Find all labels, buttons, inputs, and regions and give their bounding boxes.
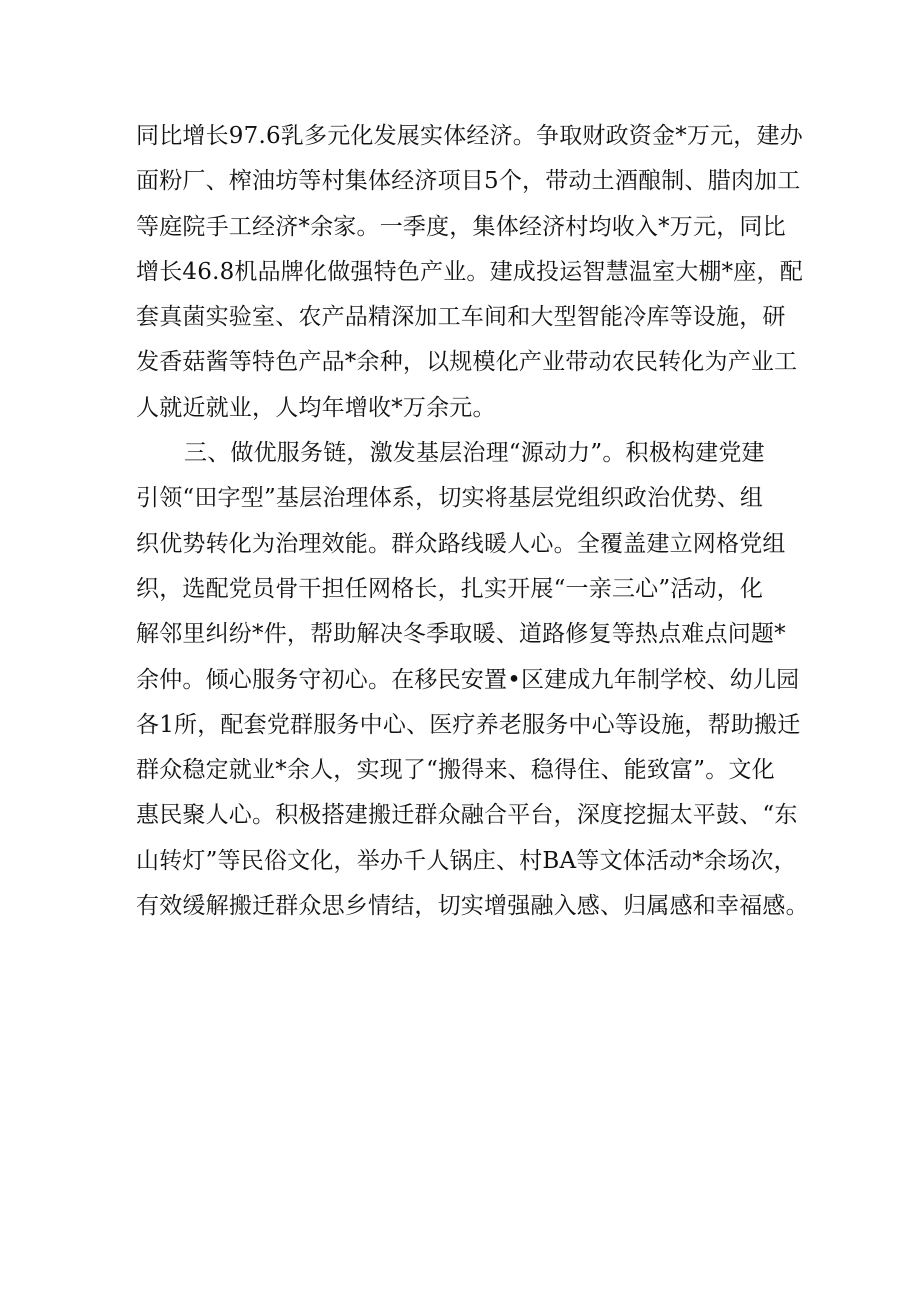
text-line: 织，选配党员骨干担任网格长，扎实开展“一亲三心”活动，化: [136, 575, 764, 602]
text-line: 增长46.8机品牌化做强特色产业。建成投运智慧温室大棚*座，配: [136, 258, 803, 285]
text-line: 同比增长97.6乳多元化发展实体经济。争取财政资金*万元，建办: [136, 123, 803, 149]
text-line: 群众稳定就业*余人，实现了“搬得来、稳得住、能致富”。文化: [136, 757, 775, 784]
text-line: 面粉厂、榨油坊等村集体经济项目5个，带动土酒酿制、腊肉加工: [136, 168, 801, 195]
text-line: 人就近就业，人均年增收*万余元。: [136, 394, 496, 421]
body-text: [136, 114, 816, 929]
text-line: 等庭院手工经济*余家。一季度，集体经济村均收入*万元，同比: [136, 213, 786, 240]
text-line: 套真菌实验室、农产品精深加工车间和大型智能冷库等设施，研: [136, 304, 786, 331]
text-line: 各1所，配套党群服务中心、医疗养老服务中心等设施，帮助搬迁: [136, 711, 801, 738]
text-line: 发香菇酱等特色产品*余种，以规模化产业带动农民转化为产业工: [136, 349, 798, 376]
text-line: 解邻里纠纷*件，帮助解决冬季取暖、道路修复等热点难点问题*: [136, 621, 786, 648]
text-line: 织优势转化为治理效能。群众路线暖人心。全覆盖建立网格党组: [136, 530, 786, 557]
section-heading-line: 三、做优服务链，激发基层治理“源动力”。积极构建党建: [184, 440, 765, 467]
text-line: 余仲。倾心服务守初心。在移民安置•区建成九年制学校、幼儿园: [136, 666, 800, 693]
text-line: 惠民聚人心。积极搭建搬迁群众融合平台，深度挖掘太平鼓、“东: [136, 802, 798, 829]
text-line: 山转灯”等民俗文化，举办千人锅庄、村BA等文体活动*余场次，: [136, 847, 797, 874]
text-line: 有效缓解搬迁群众思乡情结，切实增强融入感、归属感和幸福感。: [136, 893, 809, 920]
text-line: 引领“田字型”基层治理体系，切实将基层党组织政治优势、组: [136, 485, 764, 512]
